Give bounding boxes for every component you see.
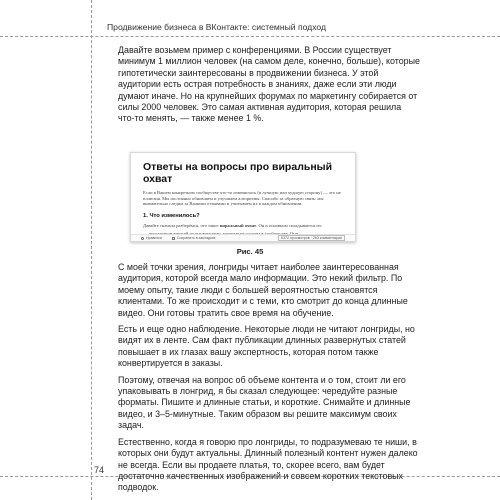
figure-title: Ответы на вопросы про виральный охват — [143, 161, 333, 185]
bookmark-icon — [172, 237, 175, 240]
crop-guide-top — [0, 36, 500, 37]
heart-icon — [141, 237, 144, 240]
figure-stats: 6372 просмотров · 263 комментария — [278, 235, 345, 241]
figure-content — [143, 161, 345, 237]
text-block-top — [118, 45, 420, 130]
figure-para-after: . Он в основном складывается из: — [256, 222, 322, 228]
running-head: Продвижение бизнеса в ВКонтакте: системный подход — [107, 22, 327, 32]
figure-screenshot — [130, 152, 356, 242]
paragraph: С моей точки зрения, лонгриды читает наиболее заинтересованная аудитория, которой всегда мало информации. Это некий фильтр. По моему опыту, такие люди с большей вероятностью становятся клиентами. То же происходит и с теми, кто смотрит до конца длинные видео. Они готовы тратить свое время на обучение. — [118, 262, 408, 318]
figure-para-bold: виральный охват — [219, 222, 257, 228]
paragraph: Давайте возьмем пример с конференциями. В России существует минимум 1 миллион человек (на самом деле, конечно, больше), которые гипотетически заинтересованы в продвижении бизнеса. У этой аудитории есть острая потребность в знаниях, даже если эти люди думают иначе. Но на крупнейших форумах по маркетингу собирается от силы 2000 человек. Это самая активная аудитория, которая решила что-то менять, — также менее 1 %. — [118, 45, 420, 124]
figure-paragraph — [143, 223, 345, 229]
figure-intro: Если в Вашем конкретном сообществе что-то изменилось (в лучшую или худшую сторону) — это не иллюзия. Мы постоянно обновляем и улучшаем алгоритмы. Спасибо за обратную связь: мы внимательно следим за Вашими отзывами и учитываем их в каждом обновлении. — [143, 190, 341, 207]
figure-caption: Рис. 45 — [236, 247, 264, 256]
paragraph: Поэтому, отвечая на вопрос об объеме контента и о том, стоит ли его упаковывать в лонгрид, я бы сказал следующее: чередуйте разные форматы. Пишите и длинные статьи, и короткие. Снимайте и длинные видео, и 3–5-минутные. Таким образом вы решите максимум своих задач. — [118, 374, 411, 431]
paragraph: Естественно, когда я говорю про лонгриды, то подразумеваю те ниши, в которых они будут актуальны. Длинный полезный контент нужен далеко не всегда. Если вы продаете платья, то, скорее всего, вам будет достаточно качественных изображений и совсем коротких текстовых подводок. — [118, 436, 418, 493]
paragraph: Есть и еще одно наблюдение. Некоторые люди не читают лонгриды, но видят их в ленте. Сам факт публикации длинных развернутых статей повышает в их глазах вашу экспертность, которая потом также конвертируется в заказы. — [118, 324, 415, 369]
figure-para-before: Давайте сначала разберёмся, что такое — [143, 222, 219, 228]
figure-save: Сохранить в закладках — [172, 236, 216, 240]
figure-subhead: 1. Что изменилось? — [143, 212, 200, 219]
figure-like: Нравится — [141, 236, 162, 240]
text-block-bottom — [118, 262, 420, 499]
figure-action-bar — [131, 234, 355, 241]
page-number: 74 — [94, 465, 105, 475]
